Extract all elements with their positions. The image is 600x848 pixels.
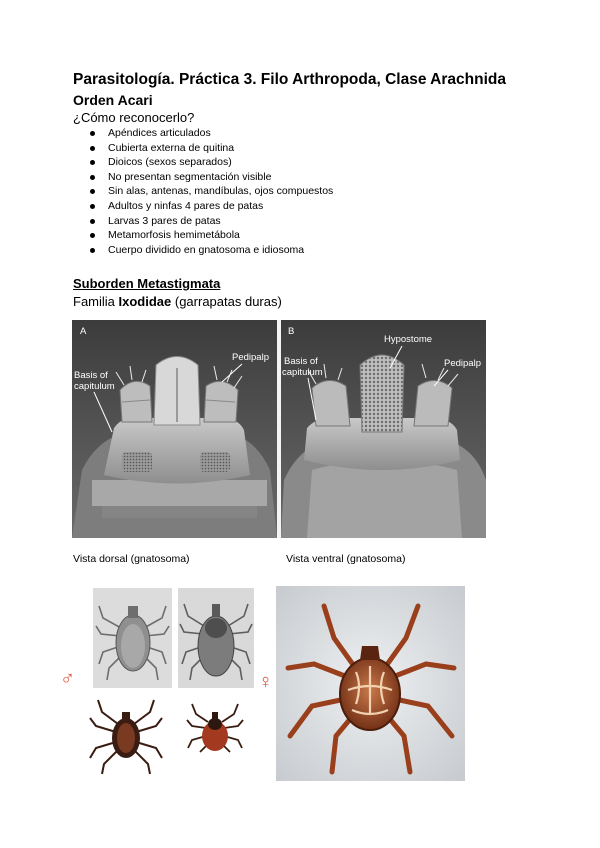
large-tick-photo <box>276 586 465 781</box>
panel-a-capitulum-label: capitulum <box>74 381 115 392</box>
male-tick-photo <box>88 692 164 776</box>
list-item: Metamorfosis hemimetábola <box>108 228 333 243</box>
male-dorsal-photo <box>93 588 172 688</box>
panel-a-pedipalp-label: Pedipalp <box>232 352 269 363</box>
female-tick-photo <box>186 700 244 758</box>
recognition-question: ¿Cómo reconocerlo? <box>73 110 195 125</box>
panel-a-basis-label: Basis of <box>74 370 108 381</box>
list-item: Larvas 3 pares de patas <box>108 214 333 229</box>
male-symbol: ♂ <box>60 668 75 690</box>
panel-a-letter: A <box>80 326 87 337</box>
female-dorsal-photo <box>178 588 254 688</box>
panel-b-pedipalp-label: Pedipalp <box>444 358 481 369</box>
list-item: Adultos y ninfas 4 pares de patas <box>108 199 333 214</box>
features-list <box>73 126 333 257</box>
panel-b-hypostome-label: Hypostome <box>384 334 433 345</box>
list-item: Apéndices articulados <box>108 126 333 141</box>
family-prefix: Familia <box>73 294 119 309</box>
ventral-caption: Vista ventral (gnatosoma) <box>286 553 406 565</box>
suborder-heading: Suborden Metastigmata <box>73 276 221 291</box>
list-item: Cuerpo dividido en gnatosoma e idiosoma <box>108 243 333 258</box>
panel-b-letter: B <box>288 326 295 337</box>
list-item: No presentan segmentación visible <box>108 170 333 185</box>
capitulum-micrograph <box>72 320 486 538</box>
list-item: Sin alas, antenas, mandíbulas, ojos compuestos <box>108 185 334 198</box>
panel-b-capitulum-label: capitulum <box>282 367 323 378</box>
panel-b <box>281 320 486 538</box>
panel-b-basis-label: Basis of <box>284 356 318 367</box>
family-suffix: (garrapatas duras) <box>171 294 282 309</box>
family-name: Ixodidae <box>118 294 172 309</box>
dorsal-caption: Vista dorsal (gnatosoma) <box>73 553 190 565</box>
family-line <box>73 294 282 309</box>
page-title: Parasitología. Práctica 3. Filo Arthropoda, Clase Arachnida <box>73 71 506 88</box>
order-heading: Orden Acari <box>73 92 153 108</box>
panel-a <box>72 320 277 538</box>
list-item: Dioicos (sexos separados) <box>108 155 333 170</box>
female-symbol: ♀ <box>258 671 273 693</box>
list-item: Cubierta externa de quitina <box>108 141 333 156</box>
